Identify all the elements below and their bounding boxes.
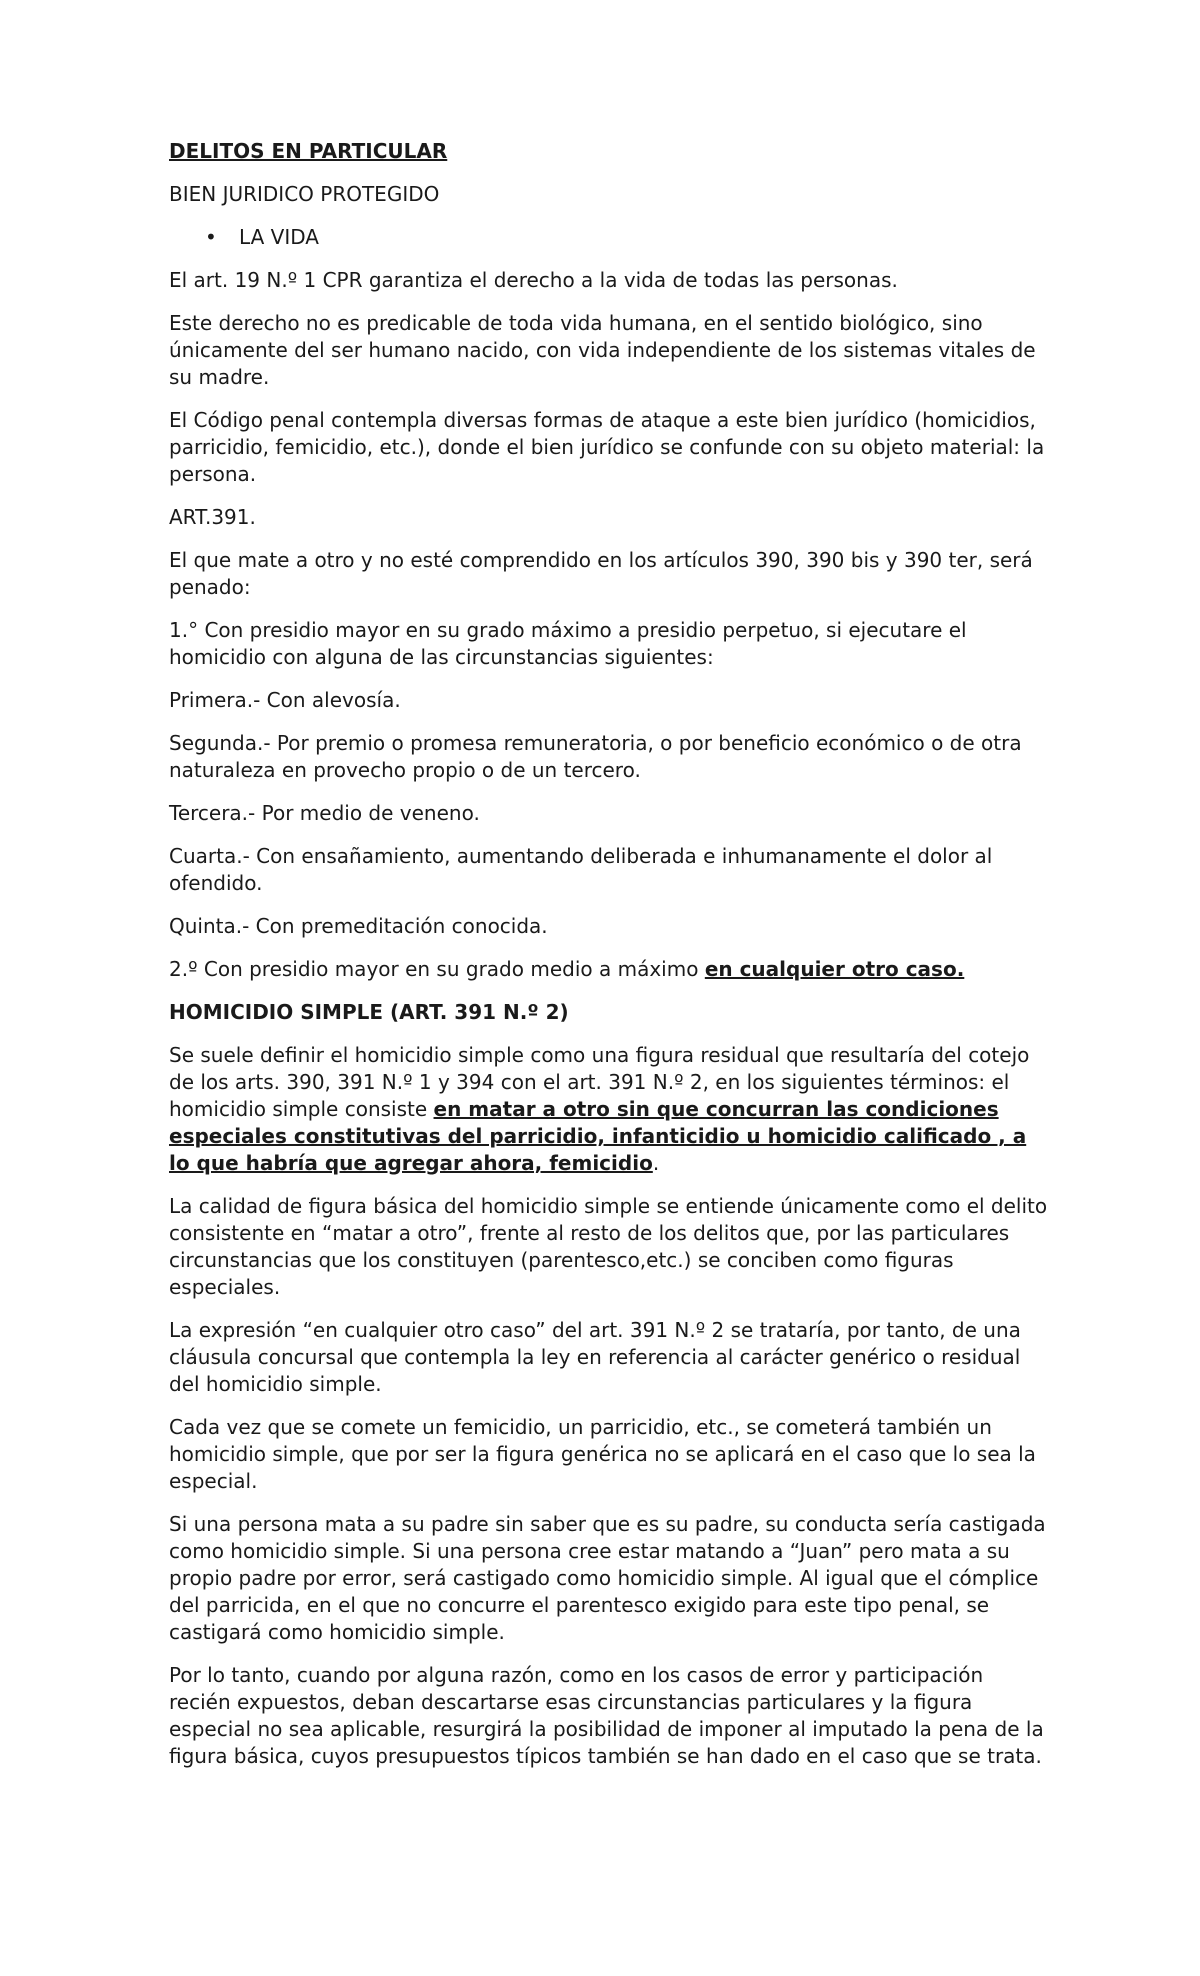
circumstance-5: Quinta.- Con premeditación conocida. (169, 914, 548, 938)
paragraph-emphasis: en matar a otro sin que concurran las condiciones especiales constitutivas del parricidio, infanticidio u homicidio calificado , a lo que habría que agregar ahora, femicidio (169, 1097, 1027, 1175)
paragraph: El art. 19 N.º 1 CPR garantiza el derecho a la vida de todas las personas. (169, 268, 898, 292)
paragraph: Si una persona mata a su padre sin saber que es su padre, su conducta sería castigada como homicidio simple. Si una persona cree estar matando a “Juan” pero mata a su propio padre por error, será castigado como homicidio simple. Al igual que el cómplice del parricida, en el que no concurre el parentesco exigido para este tipo penal, se castigará como homicidio simple. (169, 1512, 1046, 1644)
circumstance-4: Cuarta.- Con ensañamiento, aumentando deliberada e inhumanamente el dolor al ofendido. (169, 844, 993, 895)
document-title: DELITOS EN PARTICULAR (169, 139, 448, 163)
article-number-2-text: 2.º Con presidio mayor en su grado medio a máximo (169, 957, 705, 981)
paragraph: La expresión “en cualquier otro caso” del art. 391 N.º 2 se trataría, por tanto, de una cláusula concursal que contempla la ley en referencia al carácter genérico o residual del homicidio simple. (169, 1318, 1021, 1396)
paragraph: El Código penal contempla diversas formas de ataque a este bien jurídico (homicidios, parricidio, femicidio, etc.), donde el bien jurídico se confunde con su objeto material: la persona. (169, 408, 1045, 486)
bullet-item (169, 224, 1049, 251)
section-subtitle: BIEN JURIDICO PROTEGIDO (169, 182, 440, 206)
document-body (169, 138, 1049, 1786)
circumstance-3: Tercera.- Por medio de veneno. (169, 801, 480, 825)
article-number-1: 1.° Con presidio mayor en su grado máximo a presidio perpetuo, si ejecutare el homicidio con alguna de las circunstancias siguientes: (169, 618, 967, 669)
section-heading: HOMICIDIO SIMPLE (ART. 391 N.º 2) (169, 1000, 569, 1024)
article-intro: El que mate a otro y no esté comprendido en los artículos 390, 390 bis y 390 ter, será penado: (169, 548, 1033, 599)
bullet-icon: • (205, 225, 217, 249)
circumstance-2: Segunda.- Por premio o promesa remuneratoria, o por beneficio económico o de otra naturaleza en provecho propio o de un tercero. (169, 731, 1022, 782)
article-number-2-emphasis: en cualquier otro caso. (704, 957, 965, 981)
bullet-label: LA VIDA (239, 225, 319, 249)
paragraph: Este derecho no es predicable de toda vida humana, en el sentido biológico, sino únicamente del ser humano nacido, con vida independiente de los sistemas vitales de su madre. (169, 311, 1036, 389)
paragraph-end: . (652, 1151, 660, 1175)
paragraph-text: Se suele definir el homicidio simple como una figura residual que resultaría del cotejo de los arts. 390, 391 N.º 1 y 394 con el art. 391 N.º 2, en los siguientes términos: el homicidio simple consiste (169, 1043, 1030, 1121)
article-heading: ART.391. (169, 505, 256, 529)
paragraph: La calidad de figura básica del homicidio simple se entiende únicamente como el delito consistente en “matar a otro”, frente al resto de los delitos que, por las particulares circunstancias que los constituyen (parentesco,etc.) se conciben como figuras especiales. (169, 1194, 1048, 1299)
article-number-2 (169, 956, 1049, 983)
paragraph (169, 1042, 1049, 1177)
circumstance-1: Primera.- Con alevosía. (169, 688, 401, 712)
paragraph: Por lo tanto, cuando por alguna razón, como en los casos de error y participación recién expuestos, deban descartarse esas circunstancias particulares y la figura especial no sea aplicable, resurgirá la posibilidad de imponer al imputado la pena de la figura básica, cuyos presupuestos típicos también se han dado en el caso que se trata. (169, 1663, 1044, 1768)
paragraph: Cada vez que se comete un femicidio, un parricidio, etc., se cometerá también un homicidio simple, que por ser la figura genérica no se aplicará en el caso que lo sea la especial. (169, 1415, 1036, 1493)
